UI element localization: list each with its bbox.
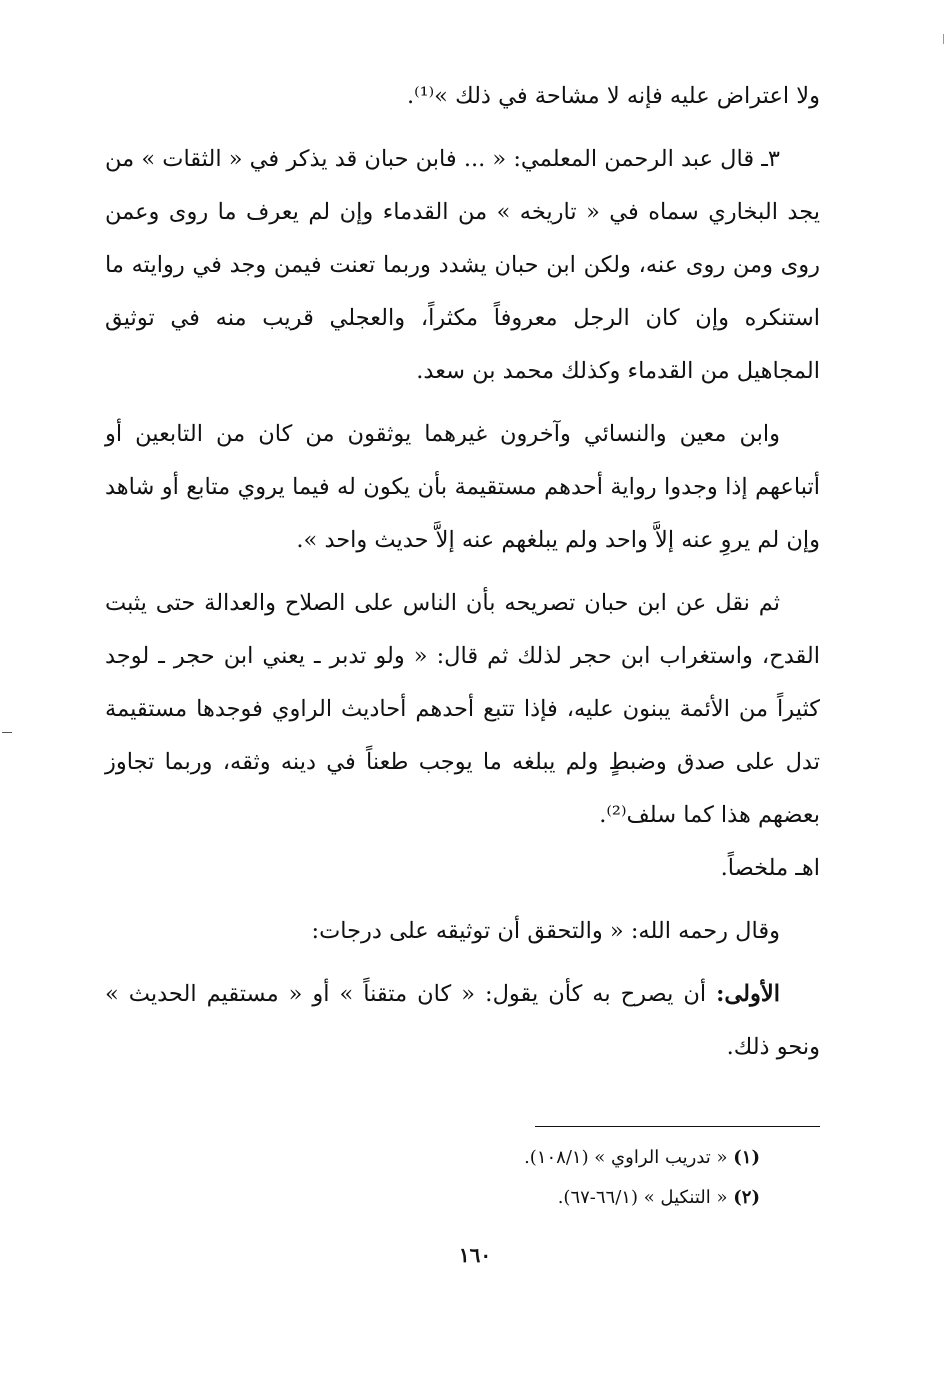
footnote-1 [105,1138,820,1178]
paragraph-0: ولا اعتراض عليه فإنه لا مشاحة في ذلك »⁽¹⁾. [406,83,820,109]
margin-mark [943,34,944,44]
footnote-text: « التنكيل » (٦٦/١-٦٧). [557,1187,728,1208]
paragraph-3-ibn-hibban: ثم نقل عن ابن حبان تصريحه بأن الناس على الصلاح والعدالة حتى يثبت القدح، واستغراب ابن حجر لذلك ثم قال: « ولو تدبر ـ يعني ابن حجر ـ لوجد كثيراً من الأئمة يبنون عليه، فإذا تتبع أحدهم أحاديث الراوي فوجدها مستقيمة تدل على صدق وضبطٍ ولم يبلغه ما يوجب طعناً في دينه وثقه، وربما تجاوز بعضهم هذا كما سلف⁽²⁾. [105,590,820,828]
paragraph-1-moallimi-quote: ٣ـ قال عبد الرحمن المعلمي: « ... فابن حبان قد يذكر في « الثقات » من يجد البخاري سماه في « تاريخه » من القدماء وإن لم يعرف ما روى وعمن روى ومن روى عنه، ولكن ابن حبان يشدد وربما تعنت فيمن وجد في روايته ما استنكره وإن كان الرجل معروفاً مكثراً، والعجلي قريب منه في توثيق المجاهيل من القدماء وكذلك محمد بن سعد. [105,146,820,384]
page-number: ١٦٠ [458,1243,492,1267]
first-degree-text: أن يصرح به كأن يقول: « كان متقناً » أو « مستقيم الحديث » ونحو ذلك. [105,981,820,1060]
margin-mark [2,732,12,733]
footnote-text: « تدريب الراوي » (١٠٨/١). [524,1147,728,1168]
footnotes-list [105,1138,820,1218]
footnote-2 [105,1178,820,1218]
footnote-separator [535,1126,820,1127]
page-content [105,70,820,1074]
paragraph-2-ibn-maeen: وابن معين والنسائي وآخرون غيرهما يوثقون من كان من التابعين أو أتباعهم إذا وجدوا رواية أحدهم مستقيمة بأن يكون له فيما يروي متابع أو شاهد وإن لم يروِ عنه إلاَّ واحد ولم يبلغهم عنه إلاَّ حديث واحد ». [105,421,820,553]
paragraph-4-degrees-intro: وقال رحمه الله: « والتحقق أن توثيقه على درجات: [311,918,780,944]
footnote-number: (٢) [733,1187,760,1208]
paragraph-3-ending: اهـ ملخصاً. [720,855,820,881]
first-degree-label: الأولى: [716,981,780,1007]
footnote-number: (١) [733,1147,760,1168]
paragraph-5-first-degree [105,968,820,1074]
